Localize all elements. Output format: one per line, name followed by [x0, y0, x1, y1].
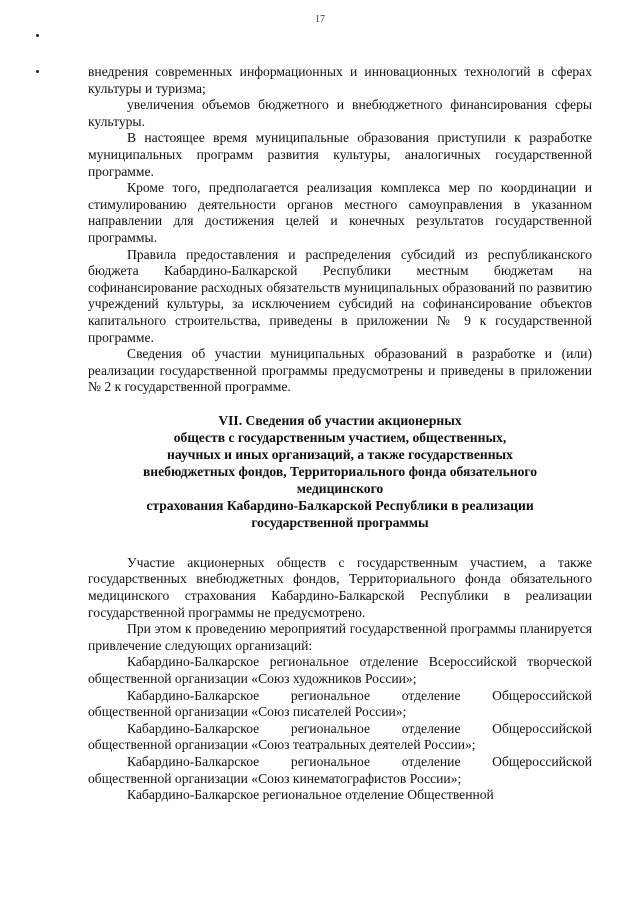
section-heading-line: внебюджетных фондов, Территориального фонда обязательного: [142, 463, 538, 479]
paragraph: Кабардино-Балкарское региональное отделение Общероссийской общественной организации «Союз театральных деятелей России»;: [88, 720, 592, 753]
paragraph: Кроме того, предполагается реализация комплекса мер по координации и стимулированию деятельности органов местного самоуправления в указанном направлении для достижения целей и конечных результатов государственной программы.: [88, 180, 592, 245]
section-heading-line: страхования Кабардино-Балкарской Республики в реализации: [146, 497, 534, 513]
page-number: 17: [315, 14, 325, 25]
paragraph: увеличения объемов бюджетного и внебюджетного финансирования сферы культуры.: [88, 97, 592, 129]
bullet-dot: [36, 34, 39, 37]
paragraph: В настоящее время муниципальные образования приступили к разработке муниципальных программ развития культуры, аналогичных государственной программе.: [88, 130, 592, 179]
document-body: [88, 64, 592, 804]
section-heading-line: медицинского: [296, 480, 384, 496]
bullet-dot: [36, 70, 39, 73]
section-heading-line: научных и иных организаций, а также государственных: [167, 446, 513, 462]
paragraph: Кабардино-Балкарское региональное отделение Всероссийской творческой общественной организации «Союз художников России»;: [88, 654, 592, 687]
paragraph: внедрения современных информационных и инновационных технологий в сферах культуры и туризма;: [88, 64, 592, 96]
paragraph: Кабардино-Балкарское региональное отделение Общественной: [127, 787, 494, 803]
section-heading-line: государственной программы: [251, 514, 429, 530]
paragraph: Сведения об участии муниципальных образований в разработке и (или) реализации государственной программы предусмотрены и приведены в приложении № 2 к государственной программе.: [88, 346, 592, 395]
section-heading-line: VII. Сведения об участии акционерных: [218, 412, 462, 428]
paragraphs-bottom: [88, 555, 592, 804]
paragraph: Кабардино-Балкарское региональное отделение Общероссийской общественной организации «Союз кинематографистов России»;: [88, 754, 592, 786]
section-heading-line: обществ с государственным участием, общественных,: [173, 429, 507, 445]
paragraphs-top: [88, 64, 592, 396]
paragraph: Участие акционерных обществ с государственным участием, а также государственных внебюджетных фондов, Территориального фонда обязательного медицинского страхования Кабардино-Балкарской Республики в реализации государственной программы не предусмотрено.: [88, 554, 592, 620]
paragraph: При этом к проведению мероприятий государственной программы планируется привлечение следующих организаций:: [88, 621, 592, 653]
paragraph: Правила предоставления и распределения субсидий из республиканского бюджета Кабардино-Балкарской Республики местным бюджетам на софинансирование расходных обязательств муниципальных образований по развитию учреждений культуры, за исключением субсидий на софинансирование объектов капитального строительства, приведены в приложении № 9 к государственной программе.: [88, 246, 592, 345]
section-heading: [88, 412, 592, 531]
paragraph: Кабардино-Балкарское региональное отделение Общероссийской общественной организации «Союз писателей России»;: [88, 687, 592, 720]
